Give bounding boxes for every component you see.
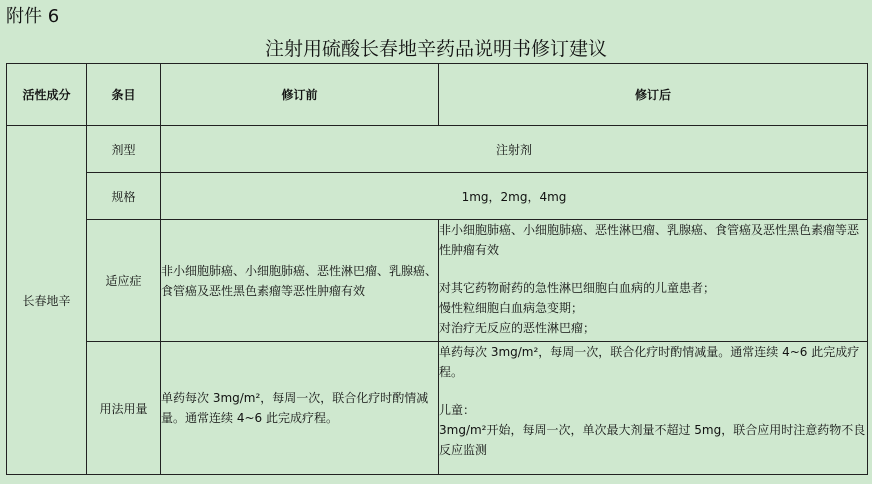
item-dosage: 用法用量 [87, 342, 161, 475]
specification-value: 1mg，2mg，4mg [161, 173, 868, 220]
indications-after-p2: 对其它药物耐药的急性淋巴细胞白血病的儿童患者； [439, 281, 716, 295]
table-row [7, 342, 868, 475]
dosage-after-p1: 单药每次 3mg/m²，每周一次，联合化疗时酌情减量。通常连续 4~6 此完成疗程。 [439, 345, 860, 379]
dosage-after-p3: 3mg/m²开始，每周一次，单次最大剂量不超过 5mg，联合应用时注意药物不良反应监测 [439, 423, 866, 457]
item-indications: 适应症 [87, 220, 161, 342]
table-row [7, 220, 868, 342]
paragraph-gap [439, 382, 867, 400]
ingredient-cell: 长春地辛 [7, 126, 87, 475]
indications-after-p1: 非小细胞肺癌、小细胞肺癌、恶性淋巴瘤、乳腺癌、食管癌及恶性黑色素瘤等恶性肿瘤有效 [439, 223, 860, 257]
document-title: 注射用硫酸长春地辛药品说明书修订建议 [264, 38, 607, 60]
dosage-form-value: 注射剂 [161, 126, 868, 173]
table-row [7, 173, 868, 220]
indications-before: 非小细胞肺癌、小细胞肺癌、恶性淋巴瘤、乳腺癌、食管癌及恶性黑色素瘤等恶性肿瘤有效 [161, 220, 439, 342]
attachment-label: 附件 6 [6, 6, 60, 27]
paragraph-gap [439, 260, 867, 278]
item-dosage-form: 剂型 [87, 126, 161, 173]
dosage-before: 单药每次 3mg/m²，每周一次，联合化疗时酌情减量。通常连续 4~6 此完成疗程。 [161, 342, 439, 475]
dosage-after-p2: 儿童： [439, 403, 476, 417]
header-item: 条目 [87, 64, 161, 126]
indications-after-p4: 对治疗无反应的恶性淋巴瘤； [439, 321, 596, 335]
header-before: 修订前 [161, 64, 439, 126]
item-specification: 规格 [87, 173, 161, 220]
dosage-after [439, 342, 868, 475]
indications-after [439, 220, 868, 342]
revision-table [6, 63, 868, 475]
table-header-row [7, 64, 868, 126]
indications-after-p3: 慢性粒细胞白血病急变期； [439, 301, 584, 315]
table-row [7, 126, 868, 173]
header-ingredient: 活性成分 [7, 64, 87, 126]
header-after: 修订后 [439, 64, 868, 126]
